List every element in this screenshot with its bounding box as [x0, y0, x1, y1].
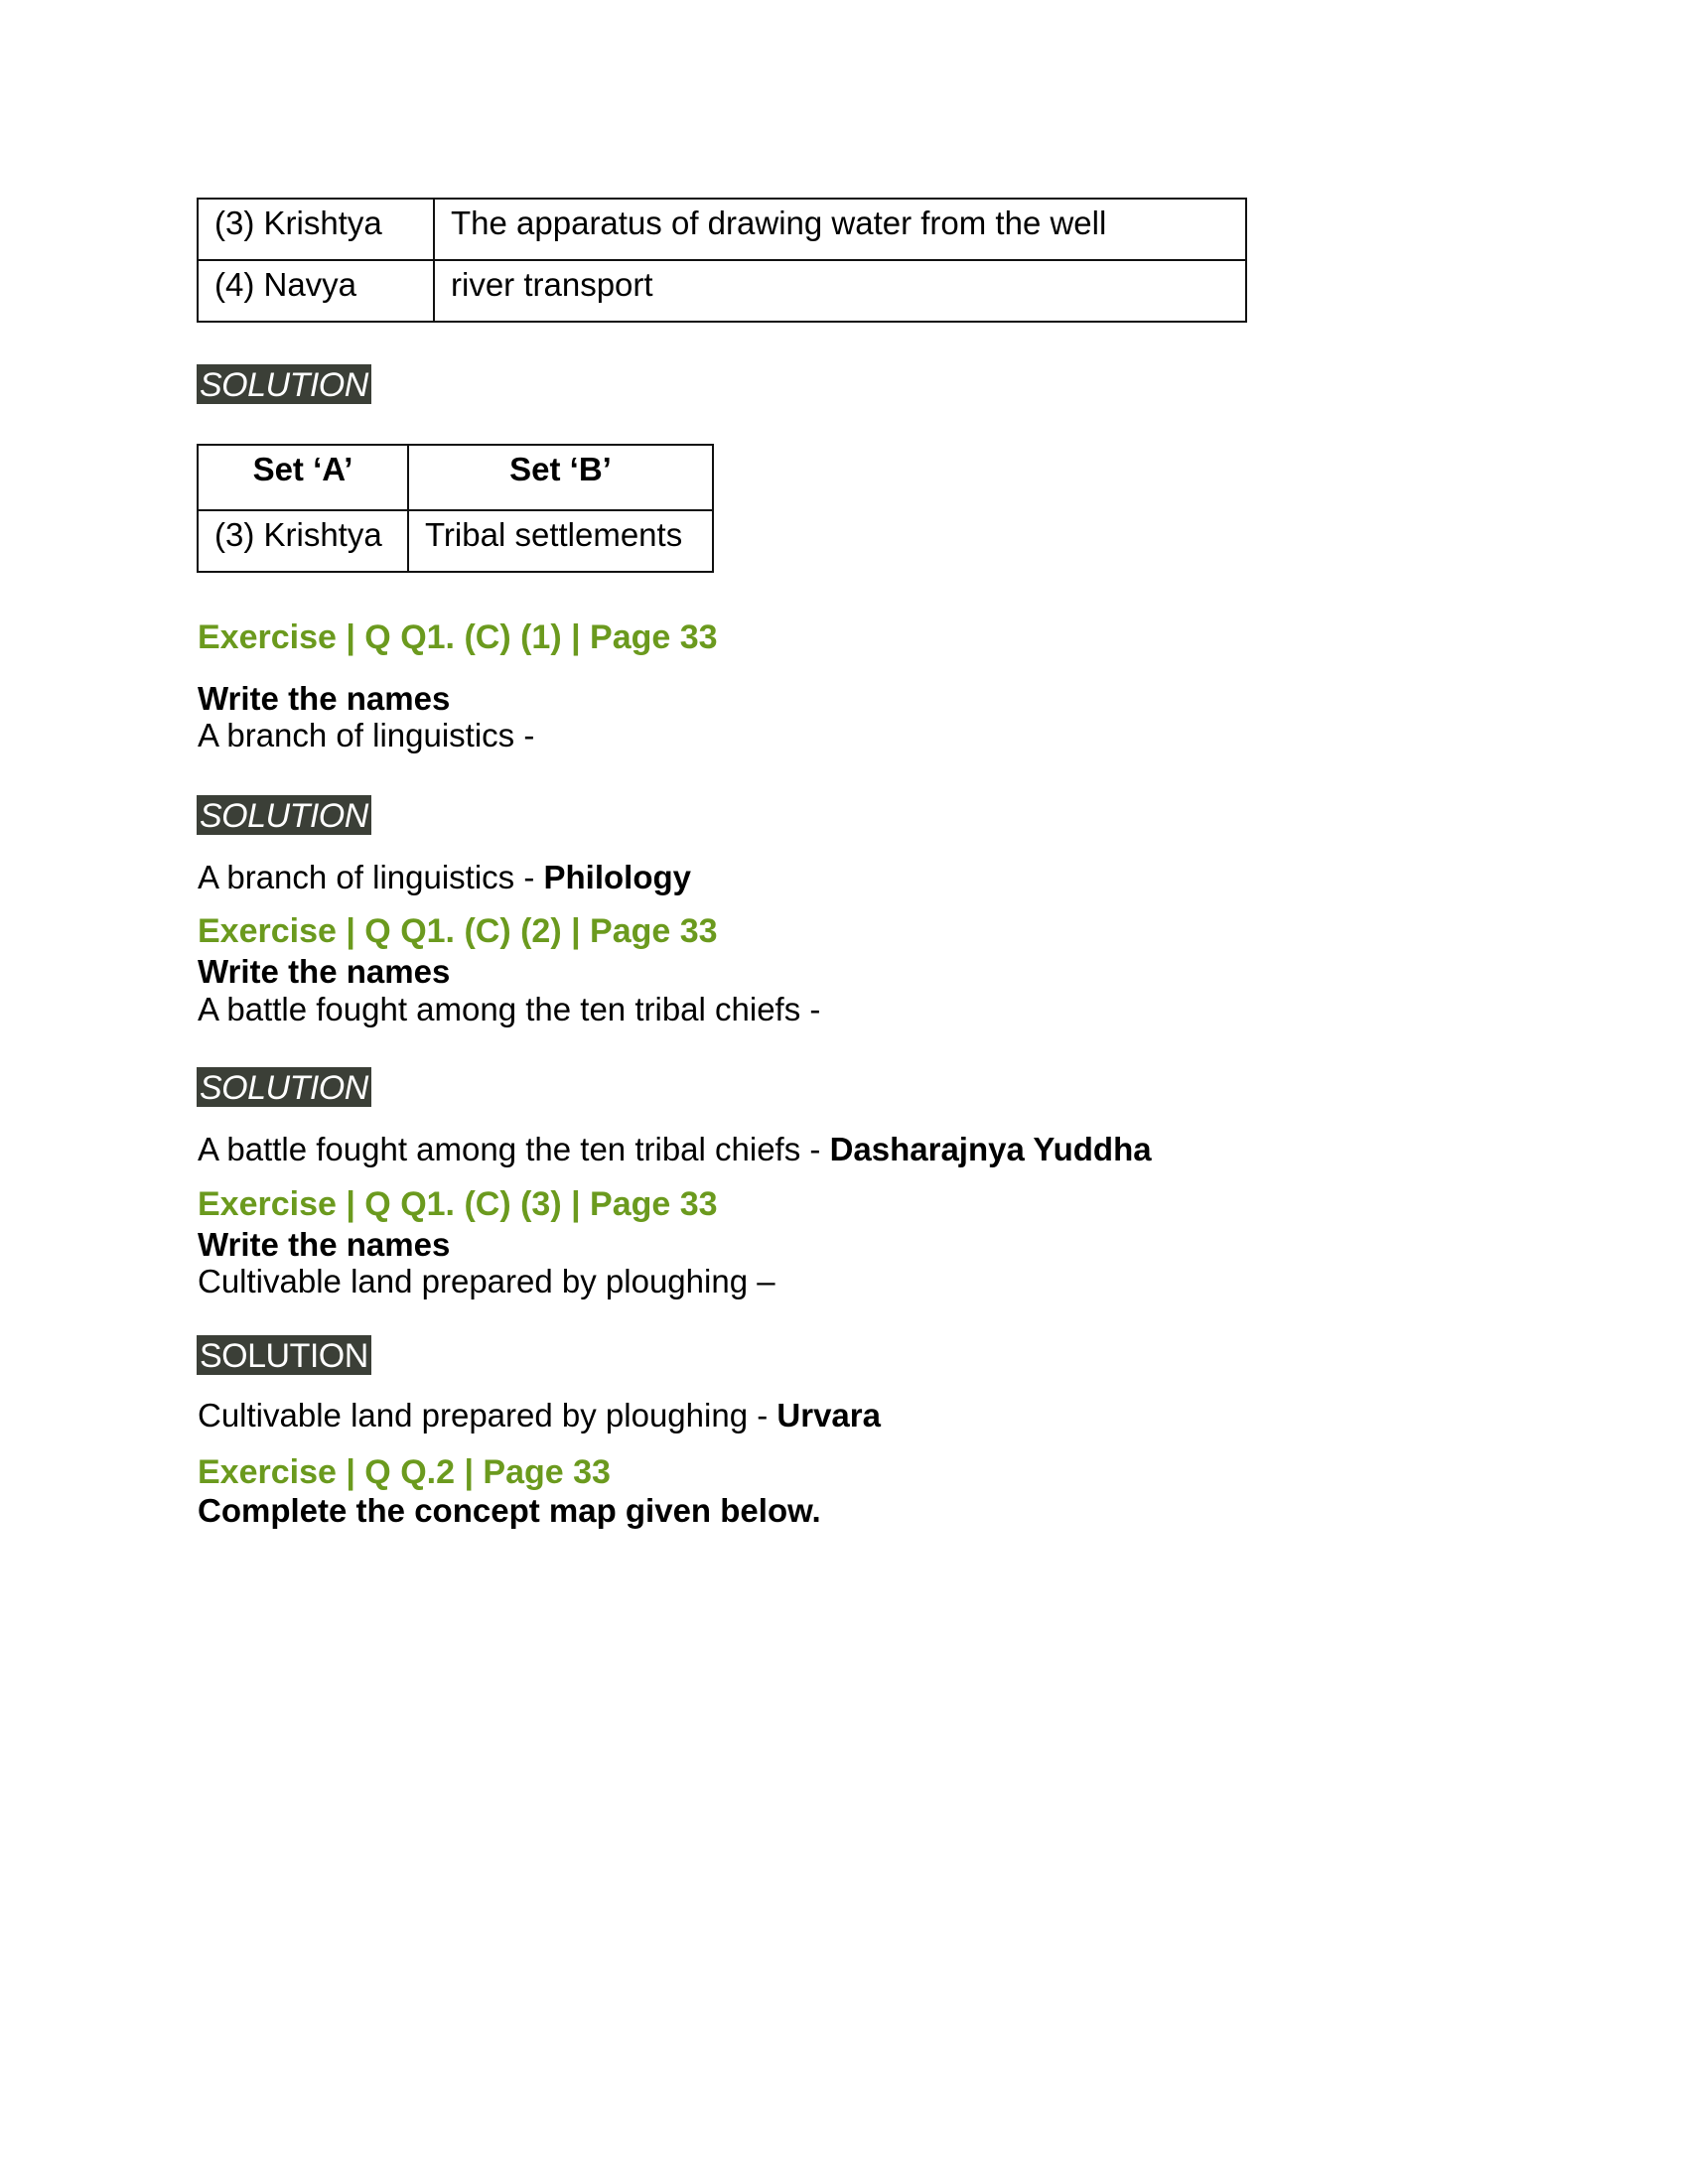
answer-prefix: A branch of linguistics - [198, 859, 544, 895]
solution-label: SOLUTION [197, 364, 371, 404]
solution-label: SOLUTION [197, 1067, 371, 1107]
question-heading: Write the names [198, 953, 451, 990]
set-a-cell: (3) Krishtya [198, 510, 408, 572]
answer-table [197, 444, 714, 573]
question-text: A branch of linguistics - [198, 717, 535, 753]
solution-label: SOLUTION [197, 1335, 371, 1375]
header-set-b: Set ‘B’ [408, 445, 713, 510]
match-table-top [197, 198, 1247, 323]
set-a-cell: (3) Krishtya [198, 199, 434, 260]
exercise-heading-q4: Exercise | Q Q.2 | Page 33 [198, 1453, 611, 1491]
table-row [198, 260, 1246, 322]
answer-value: Philology [543, 859, 691, 895]
question-heading: Write the names [198, 680, 451, 717]
answer-prefix: Cultivable land prepared by ploughing - [198, 1397, 777, 1433]
set-b-cell: river transport [434, 260, 1246, 322]
answer-value: Urvara [776, 1397, 881, 1433]
question-text: Cultivable land prepared by ploughing – [198, 1263, 775, 1299]
set-b-cell: Tribal settlements [408, 510, 713, 572]
answer-value: Dasharajnya Yuddha [829, 1131, 1152, 1167]
table-row [198, 199, 1246, 260]
exercise-heading-q3: Exercise | Q Q1. (C) (3) | Page 33 [198, 1185, 718, 1223]
answer-text [198, 1397, 881, 1434]
answer-text [198, 1131, 1152, 1168]
set-a-cell: (4) Navya [198, 260, 434, 322]
header-set-a: Set ‘A’ [198, 445, 408, 510]
solution-label: SOLUTION [197, 795, 371, 835]
question-heading: Write the names [198, 1226, 451, 1263]
answer-prefix: A battle fought among the ten tribal chiefs - [198, 1131, 830, 1167]
table-row [198, 510, 713, 572]
answer-text [198, 859, 691, 896]
question-heading: Complete the concept map given below. [198, 1492, 821, 1529]
set-b-cell: The apparatus of drawing water from the well [434, 199, 1246, 260]
question-text: A battle fought among the ten tribal chiefs - [198, 991, 821, 1027]
exercise-heading-q1: Exercise | Q Q1. (C) (1) | Page 33 [198, 618, 718, 656]
table-header-row [198, 445, 713, 510]
exercise-heading-q2: Exercise | Q Q1. (C) (2) | Page 33 [198, 912, 718, 950]
